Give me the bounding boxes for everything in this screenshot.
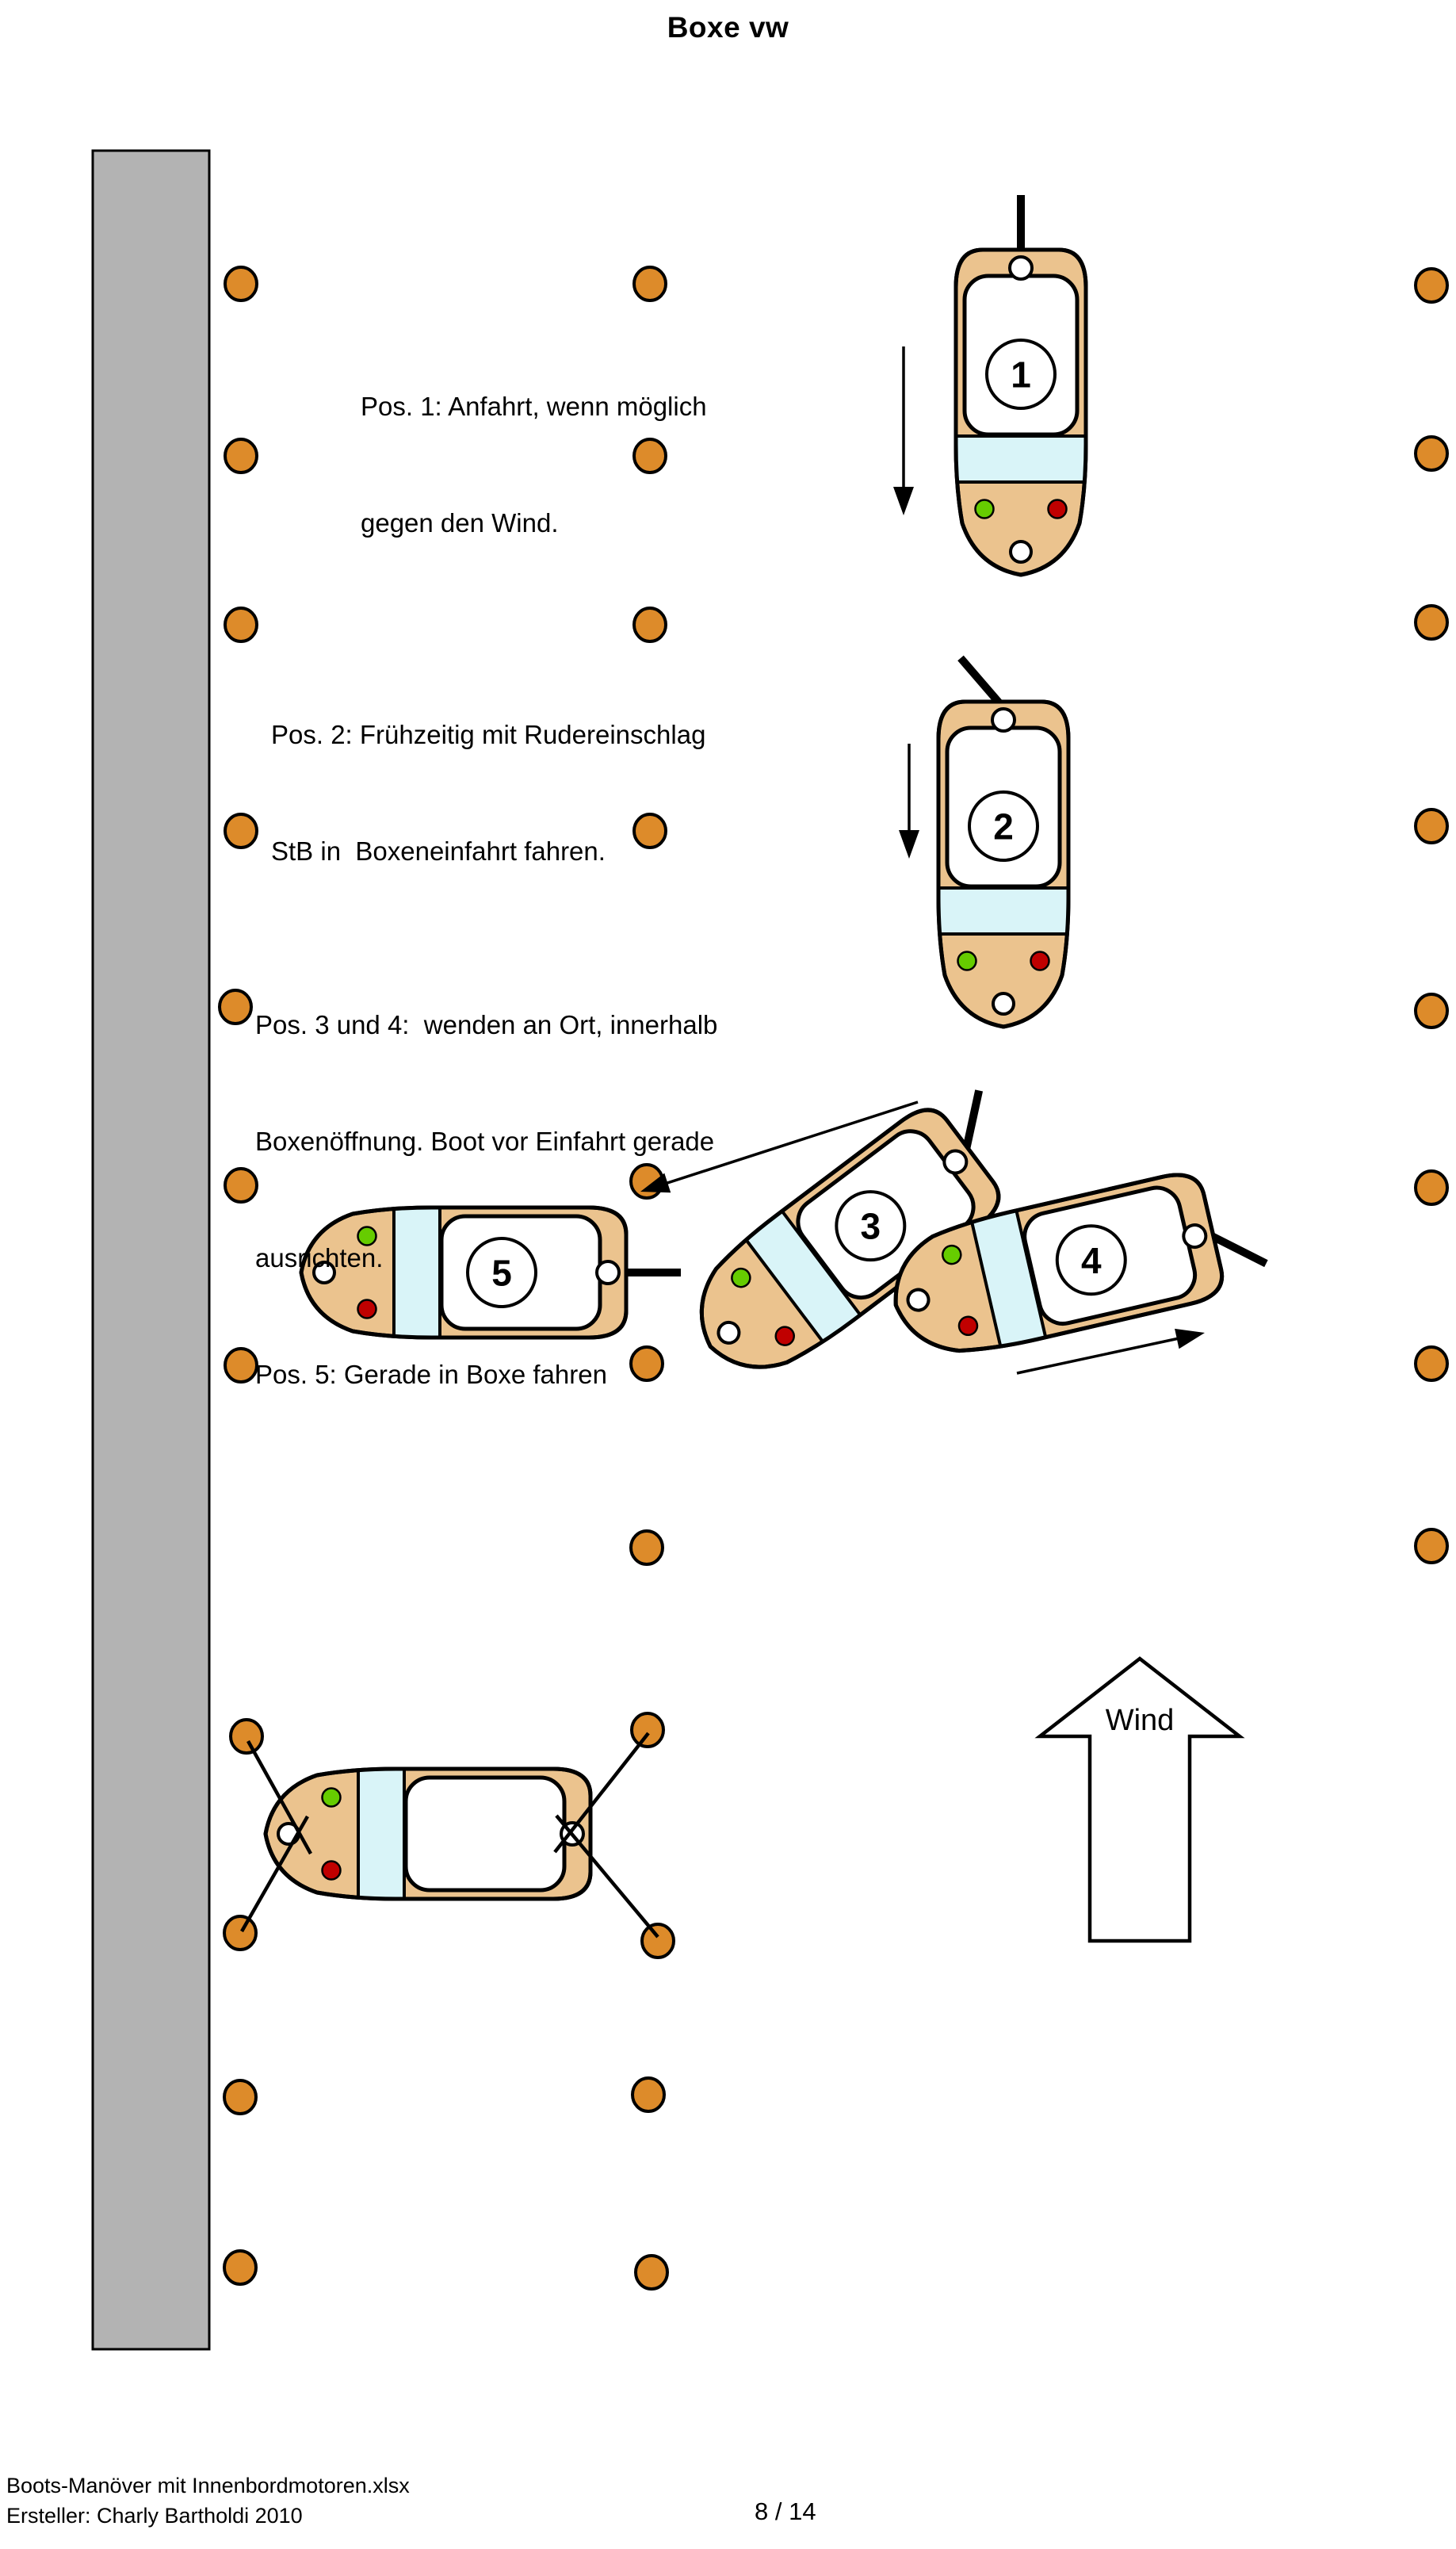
annotation-line: Pos. 5: Gerade in Boxe fahren bbox=[255, 1360, 607, 1389]
boat-position-moored bbox=[266, 1767, 590, 1900]
annotation-line: Pos. 2: Frühzeitig mit Rudereinschlag bbox=[271, 720, 706, 749]
page-title: Boxe vw bbox=[667, 11, 789, 44]
position-number bbox=[987, 340, 1055, 408]
footer-page-number: 8 / 14 bbox=[755, 2497, 816, 2525]
movement-arrow bbox=[893, 346, 914, 515]
mooring-piling bbox=[1416, 269, 1447, 302]
mooring-piling bbox=[225, 1349, 257, 1382]
mooring-piling bbox=[631, 1531, 663, 1564]
annotation-line: Boxenöffnung. Boot vor Einfahrt gerade bbox=[255, 1127, 715, 1156]
waterline-band bbox=[937, 888, 1070, 934]
position-number bbox=[1057, 1226, 1125, 1294]
annotation-line: gegen den Wind. bbox=[361, 508, 559, 538]
annotation-pos1 bbox=[361, 309, 707, 620]
starboard-light bbox=[958, 952, 976, 970]
bow-cleat bbox=[1011, 542, 1031, 562]
movement-arrow bbox=[899, 744, 919, 859]
port-light bbox=[1049, 500, 1067, 519]
boat-position-2 bbox=[937, 658, 1070, 1027]
mooring-piling bbox=[225, 608, 257, 641]
mooring-piling bbox=[1416, 809, 1447, 843]
wind-label: Wind bbox=[1105, 1704, 1175, 1737]
mooring-piling bbox=[636, 2256, 667, 2289]
boat-position-1 bbox=[954, 195, 1087, 575]
mooring-piling bbox=[224, 2251, 256, 2284]
mooring-piling bbox=[1416, 606, 1447, 639]
mooring-piling bbox=[634, 267, 666, 300]
mooring-piling bbox=[224, 2080, 256, 2114]
mooring-piling bbox=[1416, 1347, 1447, 1380]
mooring-piling bbox=[225, 814, 257, 848]
port-light bbox=[323, 1862, 341, 1880]
movement-arrow-head bbox=[893, 487, 914, 515]
mooring-piling bbox=[220, 990, 251, 1024]
mooring-piling bbox=[642, 1924, 674, 1958]
annotation-line: ausrichten. bbox=[255, 1243, 384, 1273]
movement-arrow-head bbox=[899, 830, 919, 859]
annotation-line: Pos. 3 und 4: wenden an Ort, innerhalb bbox=[255, 1010, 718, 1039]
waterline-band bbox=[358, 1767, 404, 1900]
position-number-label: 3 bbox=[860, 1205, 881, 1247]
stern-cleat bbox=[992, 709, 1015, 731]
annotation-pos3-4-5 bbox=[255, 928, 717, 1472]
mooring-piling bbox=[1416, 1529, 1447, 1563]
mooring-piling bbox=[1416, 437, 1447, 470]
stern-cleat bbox=[1010, 257, 1032, 279]
bow-cleat bbox=[993, 993, 1014, 1014]
cabin bbox=[406, 1778, 564, 1890]
waterline-band bbox=[954, 436, 1087, 482]
mooring-piling bbox=[1416, 1171, 1447, 1204]
starboard-light bbox=[323, 1789, 341, 1807]
mooring-piling bbox=[224, 1916, 256, 1950]
wind-arrow bbox=[1040, 1659, 1240, 1941]
rudder-tiller bbox=[961, 658, 1000, 704]
port-light bbox=[1031, 952, 1049, 970]
mooring-piling bbox=[231, 1720, 262, 1753]
mooring-piling bbox=[632, 2078, 664, 2111]
position-number-label: 2 bbox=[993, 806, 1014, 848]
position-number-label: 4 bbox=[1080, 1239, 1102, 1281]
position-number-label: 5 bbox=[491, 1252, 512, 1294]
mooring-piling bbox=[632, 1713, 663, 1747]
mooring-piling bbox=[225, 267, 257, 300]
annotation-pos2 bbox=[271, 637, 705, 948]
starboard-light bbox=[976, 500, 994, 519]
position-number-label: 1 bbox=[1011, 354, 1031, 396]
position-number bbox=[836, 1192, 904, 1260]
movement-arrow-shaft bbox=[1017, 1337, 1187, 1373]
mooring-piling bbox=[225, 439, 257, 473]
footer-filename: Boots-Manöver mit Innenbordmotoren.xlsx bbox=[6, 2474, 410, 2497]
movement-arrow-head bbox=[1175, 1329, 1205, 1349]
wind-arrow-shape bbox=[1040, 1659, 1240, 1941]
annotation-line: Pos. 1: Anfahrt, wenn möglich bbox=[361, 392, 707, 421]
annotation-line: StB in Boxeneinfahrt fahren. bbox=[271, 836, 606, 866]
mooring-piling bbox=[1416, 994, 1447, 1028]
dock bbox=[93, 151, 209, 2349]
mooring-piling bbox=[225, 1169, 257, 1202]
position-number bbox=[969, 792, 1038, 860]
footer-author: Ersteller: Charly Bartholdi 2010 bbox=[6, 2504, 303, 2528]
